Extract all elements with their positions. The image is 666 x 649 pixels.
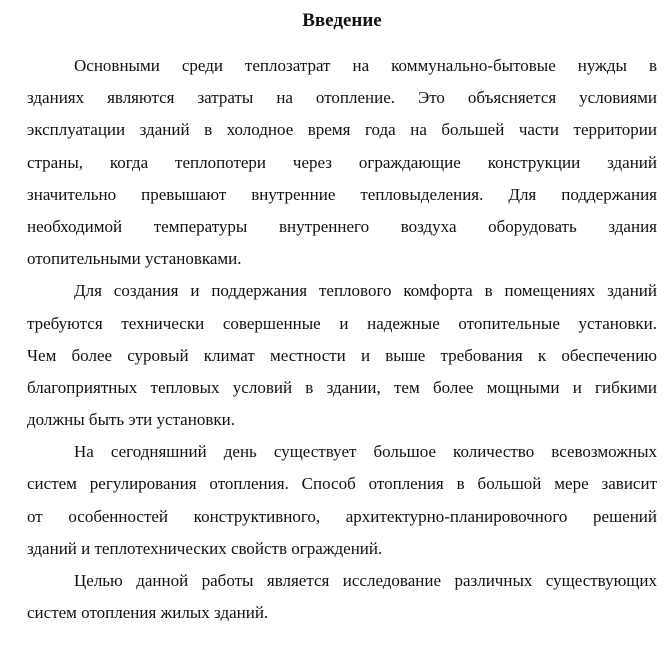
text-line: зданий и теплотехнических свойств ограждений.	[27, 538, 383, 558]
text-line: эксплуатации зданий в холодное время года на большей части территории	[27, 120, 657, 140]
text-line: значительно превышают внутренние тепловыделения. Для поддержания	[27, 184, 657, 204]
paragraph-4	[27, 565, 657, 629]
text-line: Для создания и поддержания теплового комфорта в помещениях зданий	[74, 281, 657, 301]
text-line: систем отопления жилых зданий.	[27, 603, 269, 623]
document-page	[27, 0, 657, 629]
text-line: систем регулирования отопления. Способ отопления в большой мере зависит	[27, 474, 657, 494]
text-line: от особенностей конструктивного, архитектурно-планировочного решений	[27, 506, 657, 526]
text-line: требуются технически совершенные и надежные отопительные установки.	[27, 313, 657, 333]
text-line: должны быть эти установки.	[27, 410, 235, 430]
paragraph-2	[27, 275, 657, 436]
text-line: Чем более суровый климат местности и выше требования к обеспечению	[27, 345, 657, 365]
document-title: Введение	[302, 10, 382, 31]
text-line: На сегодняшний день существует большое количество всевозможных	[74, 442, 657, 462]
text-line: благоприятных тепловых условий в здании, тем более мощными и гибкими	[27, 377, 657, 397]
text-line: необходимой температуры внутреннего воздуха оборудовать здания	[27, 216, 657, 236]
text-line: зданиях являются затраты на отопление. Это объясняется условиями	[27, 88, 657, 108]
paragraph-1	[27, 50, 657, 275]
paragraph-3	[27, 436, 657, 565]
text-line: отопительными установками.	[27, 249, 242, 269]
text-line: Основными среди теплозатрат на коммунально-бытовые нужды в	[74, 56, 657, 75]
text-line: страны, когда теплопотери через ограждающие конструкции зданий	[27, 152, 657, 172]
text-line: Целью данной работы является исследование различных существующих	[74, 571, 657, 590]
